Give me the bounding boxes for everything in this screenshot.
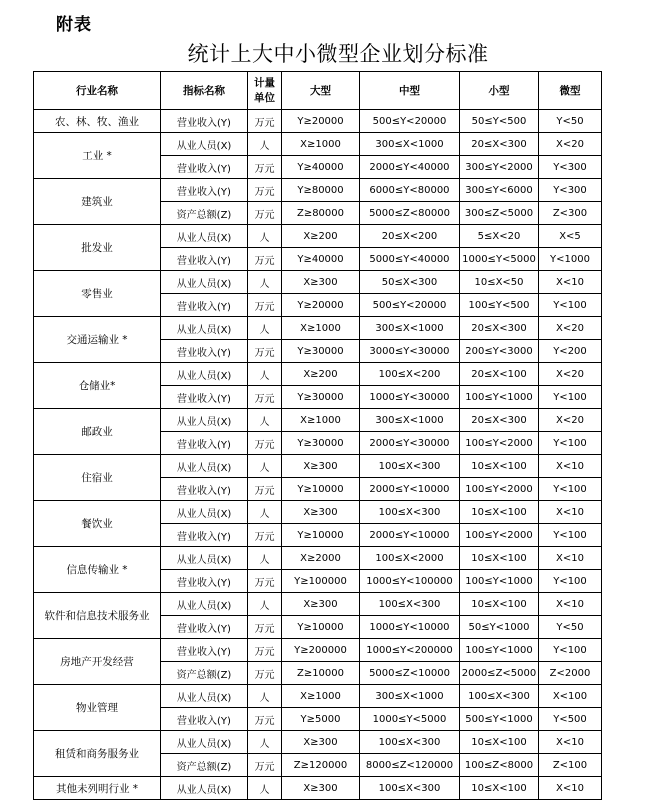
cell-small: 20≤X<100 bbox=[460, 363, 539, 386]
cell-medium: 500≤Y<20000 bbox=[360, 294, 460, 317]
cell-large: X≥1000 bbox=[282, 685, 360, 708]
cell-medium: 5000≤Z<10000 bbox=[360, 662, 460, 685]
cell-small: 5≤X<20 bbox=[460, 225, 539, 248]
cell-micro: X<5 bbox=[539, 225, 602, 248]
table-row bbox=[34, 317, 602, 340]
table-header bbox=[34, 72, 602, 110]
cell-large: X≥300 bbox=[282, 593, 360, 616]
cell-micro: X<100 bbox=[539, 685, 602, 708]
cell-medium: 300≤X<1000 bbox=[360, 409, 460, 432]
cell-metric: 营业收入(Y) bbox=[161, 386, 248, 409]
cell-medium: 3000≤Y<30000 bbox=[360, 340, 460, 363]
cell-metric: 营业收入(Y) bbox=[161, 478, 248, 501]
cell-metric: 从业人员(X) bbox=[161, 363, 248, 386]
cell-micro: X<20 bbox=[539, 317, 602, 340]
cell-large: Y≥200000 bbox=[282, 639, 360, 662]
cell-unit: 万元 bbox=[248, 294, 282, 317]
industry-name: 零售业 bbox=[34, 271, 161, 317]
cell-unit: 万元 bbox=[248, 432, 282, 455]
cell-large: Z≥10000 bbox=[282, 662, 360, 685]
cell-small: 20≤X<300 bbox=[460, 317, 539, 340]
cell-medium: 50≤X<300 bbox=[360, 271, 460, 294]
cell-large: Y≥100000 bbox=[282, 570, 360, 593]
cell-micro: Z<100 bbox=[539, 754, 602, 777]
industry-name: 农、林、牧、渔业 bbox=[34, 110, 161, 133]
cell-large: Z≥120000 bbox=[282, 754, 360, 777]
industry-name: 交通运输业 * bbox=[34, 317, 161, 363]
cell-micro: Y<100 bbox=[539, 570, 602, 593]
cell-micro: Y<100 bbox=[539, 478, 602, 501]
cell-medium: 1000≤Y<30000 bbox=[360, 386, 460, 409]
header-small: 小型 bbox=[460, 72, 539, 110]
cell-large: Y≥10000 bbox=[282, 478, 360, 501]
cell-small: 100≤Y<2000 bbox=[460, 524, 539, 547]
cell-unit: 万元 bbox=[248, 248, 282, 271]
cell-metric: 从业人员(X) bbox=[161, 547, 248, 570]
cell-micro: X<10 bbox=[539, 455, 602, 478]
cell-large: X≥200 bbox=[282, 363, 360, 386]
cell-unit: 万元 bbox=[248, 662, 282, 685]
cell-unit: 人 bbox=[248, 363, 282, 386]
industry-name: 建筑业 bbox=[34, 179, 161, 225]
table-row bbox=[34, 777, 602, 800]
cell-unit: 人 bbox=[248, 271, 282, 294]
cell-unit: 万元 bbox=[248, 386, 282, 409]
table-row bbox=[34, 455, 602, 478]
cell-unit: 万元 bbox=[248, 202, 282, 225]
cell-medium: 100≤X<2000 bbox=[360, 547, 460, 570]
industry-name: 软件和信息技术服务业 bbox=[34, 593, 161, 639]
cell-large: X≥300 bbox=[282, 777, 360, 800]
cell-small: 100≤Y<500 bbox=[460, 294, 539, 317]
cell-small: 10≤X<100 bbox=[460, 455, 539, 478]
industry-name: 批发业 bbox=[34, 225, 161, 271]
cell-unit: 万元 bbox=[248, 524, 282, 547]
cell-metric: 营业收入(Y) bbox=[161, 156, 248, 179]
cell-metric: 资产总额(Z) bbox=[161, 754, 248, 777]
header-large: 大型 bbox=[282, 72, 360, 110]
cell-unit: 人 bbox=[248, 731, 282, 754]
cell-medium: 100≤X<300 bbox=[360, 455, 460, 478]
cell-metric: 资产总额(Z) bbox=[161, 202, 248, 225]
cell-large: X≥1000 bbox=[282, 409, 360, 432]
cell-micro: Y<100 bbox=[539, 386, 602, 409]
cell-small: 100≤Y<1000 bbox=[460, 386, 539, 409]
cell-micro: X<10 bbox=[539, 547, 602, 570]
cell-large: Z≥80000 bbox=[282, 202, 360, 225]
cell-micro: X<20 bbox=[539, 363, 602, 386]
cell-large: X≥300 bbox=[282, 501, 360, 524]
cell-metric: 从业人员(X) bbox=[161, 731, 248, 754]
cell-unit: 人 bbox=[248, 225, 282, 248]
industry-name: 租赁和商务服务业 bbox=[34, 731, 161, 777]
cell-large: X≥2000 bbox=[282, 547, 360, 570]
cell-metric: 从业人员(X) bbox=[161, 271, 248, 294]
cell-metric: 营业收入(Y) bbox=[161, 110, 248, 133]
cell-medium: 2000≤Y<40000 bbox=[360, 156, 460, 179]
document-title: 统计上大中小微型企业划分标准 bbox=[187, 42, 489, 66]
table-row bbox=[34, 363, 602, 386]
industry-name: 邮政业 bbox=[34, 409, 161, 455]
cell-small: 10≤X<100 bbox=[460, 593, 539, 616]
cell-small: 300≤Y<2000 bbox=[460, 156, 539, 179]
cell-unit: 人 bbox=[248, 409, 282, 432]
cell-metric: 营业收入(Y) bbox=[161, 524, 248, 547]
cell-unit: 万元 bbox=[248, 110, 282, 133]
cell-large: X≥1000 bbox=[282, 317, 360, 340]
cell-metric: 从业人员(X) bbox=[161, 409, 248, 432]
cell-micro: Y<100 bbox=[539, 294, 602, 317]
cell-metric: 营业收入(Y) bbox=[161, 432, 248, 455]
cell-medium: 5000≤Y<40000 bbox=[360, 248, 460, 271]
table-row bbox=[34, 225, 602, 248]
cell-large: X≥300 bbox=[282, 731, 360, 754]
cell-small: 100≤Y<2000 bbox=[460, 432, 539, 455]
cell-metric: 从业人员(X) bbox=[161, 593, 248, 616]
cell-micro: Y<100 bbox=[539, 639, 602, 662]
industry-name: 餐饮业 bbox=[34, 501, 161, 547]
cell-large: X≥1000 bbox=[282, 133, 360, 156]
industry-name: 物业管理 bbox=[34, 685, 161, 731]
cell-small: 300≤Z<5000 bbox=[460, 202, 539, 225]
cell-micro: X<10 bbox=[539, 593, 602, 616]
cell-unit: 万元 bbox=[248, 639, 282, 662]
cell-small: 100≤Y<1000 bbox=[460, 639, 539, 662]
cell-large: Y≥5000 bbox=[282, 708, 360, 731]
cell-metric: 营业收入(Y) bbox=[161, 179, 248, 202]
cell-small: 10≤X<100 bbox=[460, 547, 539, 570]
cell-metric: 营业收入(Y) bbox=[161, 340, 248, 363]
cell-unit: 万元 bbox=[248, 708, 282, 731]
table-row bbox=[34, 547, 602, 570]
cell-metric: 营业收入(Y) bbox=[161, 294, 248, 317]
cell-metric: 从业人员(X) bbox=[161, 225, 248, 248]
cell-medium: 100≤X<200 bbox=[360, 363, 460, 386]
cell-medium: 100≤X<300 bbox=[360, 777, 460, 800]
cell-medium: 100≤X<300 bbox=[360, 501, 460, 524]
table-row bbox=[34, 685, 602, 708]
cell-micro: Z<300 bbox=[539, 202, 602, 225]
table-row bbox=[34, 271, 602, 294]
cell-small: 50≤Y<500 bbox=[460, 110, 539, 133]
cell-medium: 20≤X<200 bbox=[360, 225, 460, 248]
cell-metric: 营业收入(Y) bbox=[161, 570, 248, 593]
cell-medium: 5000≤Z<80000 bbox=[360, 202, 460, 225]
cell-small: 100≤Z<8000 bbox=[460, 754, 539, 777]
cell-medium: 300≤X<1000 bbox=[360, 685, 460, 708]
cell-unit: 人 bbox=[248, 501, 282, 524]
cell-medium: 8000≤Z<120000 bbox=[360, 754, 460, 777]
header-unit bbox=[248, 72, 282, 110]
industry-name: 房地产开发经营 bbox=[34, 639, 161, 685]
cell-small: 1000≤Y<5000 bbox=[460, 248, 539, 271]
cell-micro: X<10 bbox=[539, 501, 602, 524]
cell-small: 50≤Y<1000 bbox=[460, 616, 539, 639]
cell-small: 10≤X<100 bbox=[460, 731, 539, 754]
cell-medium: 300≤X<1000 bbox=[360, 133, 460, 156]
cell-unit: 人 bbox=[248, 455, 282, 478]
cell-large: Y≥10000 bbox=[282, 616, 360, 639]
cell-micro: X<10 bbox=[539, 731, 602, 754]
cell-large: Y≥30000 bbox=[282, 340, 360, 363]
cell-micro: X<10 bbox=[539, 271, 602, 294]
header-unit-line2: 单位 bbox=[254, 91, 275, 104]
classification-table bbox=[33, 71, 602, 800]
cell-medium: 1000≤Y<100000 bbox=[360, 570, 460, 593]
header-micro: 微型 bbox=[539, 72, 602, 110]
cell-large: Y≥20000 bbox=[282, 110, 360, 133]
cell-large: X≥300 bbox=[282, 271, 360, 294]
cell-metric: 营业收入(Y) bbox=[161, 708, 248, 731]
cell-small: 10≤X<100 bbox=[460, 777, 539, 800]
cell-small: 100≤X<300 bbox=[460, 685, 539, 708]
cell-small: 300≤Y<6000 bbox=[460, 179, 539, 202]
cell-unit: 人 bbox=[248, 317, 282, 340]
cell-unit: 人 bbox=[248, 777, 282, 800]
cell-large: Y≥30000 bbox=[282, 386, 360, 409]
table-row bbox=[34, 179, 602, 202]
cell-unit: 万元 bbox=[248, 570, 282, 593]
cell-unit: 万元 bbox=[248, 754, 282, 777]
cell-small: 10≤X<100 bbox=[460, 501, 539, 524]
cell-micro: Y<50 bbox=[539, 110, 602, 133]
cell-large: Y≥80000 bbox=[282, 179, 360, 202]
table-row bbox=[34, 639, 602, 662]
cell-medium: 100≤X<300 bbox=[360, 593, 460, 616]
table-row bbox=[34, 593, 602, 616]
cell-micro: X<20 bbox=[539, 409, 602, 432]
header-metric: 指标名称 bbox=[161, 72, 248, 110]
cell-large: X≥300 bbox=[282, 455, 360, 478]
cell-small: 100≤Y<1000 bbox=[460, 570, 539, 593]
table-row bbox=[34, 133, 602, 156]
cell-medium: 2000≤Y<30000 bbox=[360, 432, 460, 455]
cell-micro: Y<100 bbox=[539, 524, 602, 547]
cell-large: Y≥10000 bbox=[282, 524, 360, 547]
cell-large: X≥200 bbox=[282, 225, 360, 248]
cell-medium: 2000≤Y<10000 bbox=[360, 524, 460, 547]
cell-medium: 1000≤Y<10000 bbox=[360, 616, 460, 639]
cell-small: 10≤X<50 bbox=[460, 271, 539, 294]
cell-medium: 1000≤Y<5000 bbox=[360, 708, 460, 731]
cell-large: Y≥40000 bbox=[282, 156, 360, 179]
cell-micro: Y<100 bbox=[539, 432, 602, 455]
cell-metric: 从业人员(X) bbox=[161, 455, 248, 478]
industry-name: 仓储业* bbox=[34, 363, 161, 409]
cell-metric: 从业人员(X) bbox=[161, 685, 248, 708]
cell-small: 500≤Y<1000 bbox=[460, 708, 539, 731]
header-medium: 中型 bbox=[360, 72, 460, 110]
attachment-heading: 附表 bbox=[56, 15, 92, 35]
cell-micro: X<20 bbox=[539, 133, 602, 156]
cell-large: Y≥30000 bbox=[282, 432, 360, 455]
cell-medium: 500≤Y<20000 bbox=[360, 110, 460, 133]
cell-unit: 人 bbox=[248, 133, 282, 156]
cell-medium: 1000≤Y<200000 bbox=[360, 639, 460, 662]
cell-micro: Y<500 bbox=[539, 708, 602, 731]
cell-unit: 万元 bbox=[248, 616, 282, 639]
cell-metric: 资产总额(Z) bbox=[161, 662, 248, 685]
table-row bbox=[34, 110, 602, 133]
cell-metric: 营业收入(Y) bbox=[161, 616, 248, 639]
cell-small: 100≤Y<2000 bbox=[460, 478, 539, 501]
cell-micro: Y<300 bbox=[539, 156, 602, 179]
cell-medium: 100≤X<300 bbox=[360, 731, 460, 754]
table-row bbox=[34, 501, 602, 524]
cell-metric: 从业人员(X) bbox=[161, 777, 248, 800]
cell-metric: 营业收入(Y) bbox=[161, 639, 248, 662]
cell-metric: 从业人员(X) bbox=[161, 133, 248, 156]
industry-name: 工业 * bbox=[34, 133, 161, 179]
cell-unit: 万元 bbox=[248, 340, 282, 363]
cell-unit: 万元 bbox=[248, 478, 282, 501]
cell-metric: 从业人员(X) bbox=[161, 317, 248, 340]
cell-small: 20≤X<300 bbox=[460, 409, 539, 432]
cell-micro: X<10 bbox=[539, 777, 602, 800]
cell-medium: 2000≤Y<10000 bbox=[360, 478, 460, 501]
table-row bbox=[34, 731, 602, 754]
cell-small: 2000≤Z<5000 bbox=[460, 662, 539, 685]
cell-unit: 人 bbox=[248, 593, 282, 616]
table-row bbox=[34, 409, 602, 432]
cell-unit: 万元 bbox=[248, 179, 282, 202]
cell-small: 20≤X<300 bbox=[460, 133, 539, 156]
cell-medium: 6000≤Y<80000 bbox=[360, 179, 460, 202]
cell-micro: Z<2000 bbox=[539, 662, 602, 685]
header-industry: 行业名称 bbox=[34, 72, 161, 110]
cell-metric: 营业收入(Y) bbox=[161, 248, 248, 271]
cell-metric: 从业人员(X) bbox=[161, 501, 248, 524]
cell-micro: Y<1000 bbox=[539, 248, 602, 271]
industry-name: 信息传输业 * bbox=[34, 547, 161, 593]
cell-medium: 300≤X<1000 bbox=[360, 317, 460, 340]
cell-unit: 人 bbox=[248, 685, 282, 708]
cell-large: Y≥20000 bbox=[282, 294, 360, 317]
industry-name: 住宿业 bbox=[34, 455, 161, 501]
cell-micro: Y<300 bbox=[539, 179, 602, 202]
cell-small: 200≤Y<3000 bbox=[460, 340, 539, 363]
table-body bbox=[34, 110, 602, 800]
cell-micro: Y<50 bbox=[539, 616, 602, 639]
cell-micro: Y<200 bbox=[539, 340, 602, 363]
header-unit-line1: 计量 bbox=[254, 76, 275, 89]
industry-name: 其他未列明行业 * bbox=[34, 777, 161, 800]
cell-unit: 人 bbox=[248, 547, 282, 570]
cell-unit: 万元 bbox=[248, 156, 282, 179]
cell-large: Y≥40000 bbox=[282, 248, 360, 271]
